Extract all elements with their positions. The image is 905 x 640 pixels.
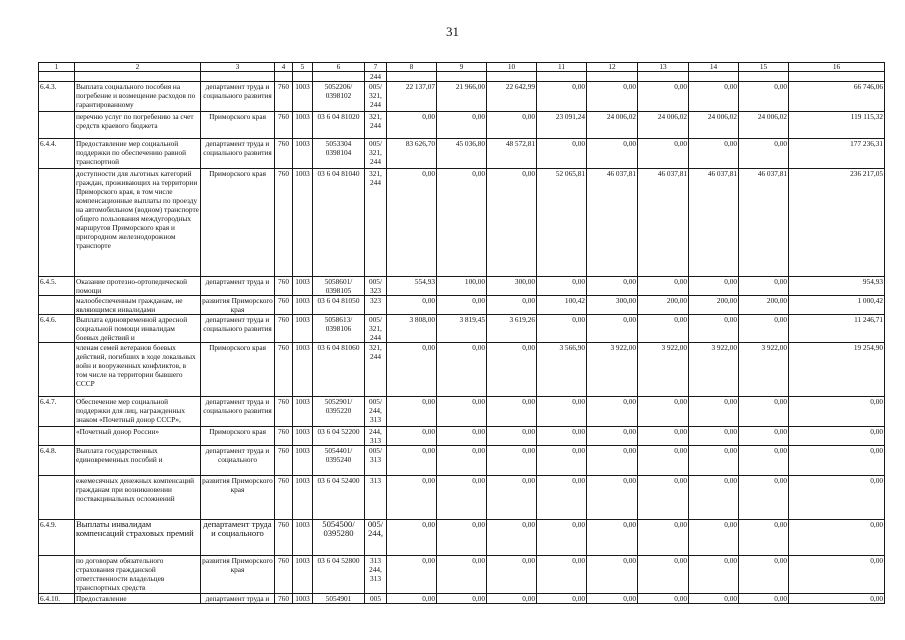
amount-cell: 24 006,02	[638, 112, 689, 139]
amount-cell: 11 246,71	[789, 315, 885, 343]
ministry-code-cell: 760	[275, 315, 293, 343]
amount-cell: 0,00	[739, 277, 789, 296]
target-article-cell: 5054500/ 0395280	[313, 520, 365, 556]
amount-cell: 46 037,81	[739, 169, 789, 277]
amount-cell: 0,00	[739, 476, 789, 520]
expense-type-cell: 321, 244	[365, 343, 387, 397]
table-row	[39, 82, 885, 112]
section-code-cell: 1003	[293, 169, 313, 277]
amount-cell: 0,00	[537, 82, 587, 112]
amount-cell: 0,00	[387, 296, 437, 315]
amount-cell: 0,00	[537, 520, 587, 556]
expense-type-cell: 005/ 321, 244	[365, 139, 387, 169]
amount-cell: 0,00	[689, 139, 739, 169]
column-number-cell: 9	[437, 63, 487, 72]
ministry-code-cell: 760	[275, 277, 293, 296]
amount-cell: 22 642,99	[487, 82, 537, 112]
amount-cell: 0,00	[537, 446, 587, 476]
ministry-code-cell: 760	[275, 556, 293, 594]
amount-cell: 3 819,45	[437, 315, 487, 343]
amount-cell	[537, 72, 587, 82]
target-article-cell: 5054401/ 0395240	[313, 446, 365, 476]
amount-cell: 0,00	[739, 446, 789, 476]
department-cell: развития Приморского края	[201, 476, 275, 520]
department-cell: департамент труда и социального развития	[201, 397, 275, 427]
target-article-cell: 03 6 04 81060	[313, 343, 365, 397]
amount-cell: 0,00	[739, 520, 789, 556]
department-cell	[201, 72, 275, 82]
amount-cell: 0,00	[638, 315, 689, 343]
amount-cell: 0,00	[437, 476, 487, 520]
amount-cell: 0,00	[789, 556, 885, 594]
table-row	[39, 476, 885, 520]
department-cell: Приморского края	[201, 427, 275, 446]
amount-cell: 0,00	[487, 112, 537, 139]
amount-cell: 200,00	[638, 296, 689, 315]
amount-cell: 23 091,24	[537, 112, 587, 139]
ministry-code-cell: 760	[275, 82, 293, 112]
amount-cell: 3 922,00	[689, 343, 739, 397]
table-row	[39, 594, 885, 604]
table-row	[39, 446, 885, 476]
column-number-row	[39, 63, 885, 72]
amount-cell	[789, 72, 885, 82]
target-article-cell: 5052206/ 0398102	[313, 82, 365, 112]
section-code-cell: 1003	[293, 397, 313, 427]
amount-cell: 3 808,00	[387, 315, 437, 343]
amount-cell: 45 036,80	[437, 139, 487, 169]
amount-cell: 0,00	[638, 556, 689, 594]
amount-cell: 0,00	[638, 427, 689, 446]
amount-cell: 0,00	[387, 397, 437, 427]
column-number-cell: 8	[387, 63, 437, 72]
amount-cell: 0,00	[537, 594, 587, 604]
section-code-cell: 1003	[293, 427, 313, 446]
expense-type-cell: 321, 244	[365, 169, 387, 277]
department-cell: департамент труда и социального	[201, 446, 275, 476]
section-code-cell: 1003	[293, 112, 313, 139]
target-article-cell: 03 6 04 81050	[313, 296, 365, 315]
target-article-cell: 03 6 04 81040	[313, 169, 365, 277]
table-row	[39, 397, 885, 427]
section-code-cell: 1003	[293, 277, 313, 296]
item-name-cell: Выплаты инвалидам компенсаций страховых премий	[75, 520, 201, 556]
department-cell: Приморского края	[201, 343, 275, 397]
section-code-cell: 1003	[293, 446, 313, 476]
target-article-cell: 5058601/ 0398105	[313, 277, 365, 296]
amount-cell: 0,00	[537, 476, 587, 520]
column-number-cell: 7	[365, 63, 387, 72]
amount-cell: 0,00	[638, 446, 689, 476]
column-number-cell: 14	[689, 63, 739, 72]
amount-cell: 0,00	[587, 397, 638, 427]
item-name-cell: членам семей ветеранов боевых действий, погибших в ходе локальных войн и вооруженных конфликтов, в том числе на территории бывшего СССР	[75, 343, 201, 397]
column-number-cell: 11	[537, 63, 587, 72]
amount-cell: 0,00	[487, 594, 537, 604]
amount-cell: 0,00	[638, 594, 689, 604]
item-number-cell	[39, 72, 75, 82]
item-name-cell: Оказание протезно-ортопедической помощи	[75, 277, 201, 296]
column-number-cell: 2	[75, 63, 201, 72]
amount-cell: 0,00	[587, 315, 638, 343]
section-code-cell: 1003	[293, 594, 313, 604]
section-code-cell: 1003	[293, 82, 313, 112]
amount-cell: 0,00	[437, 112, 487, 139]
expense-type-cell: 005/ 321, 244	[365, 315, 387, 343]
amount-cell: 0,00	[537, 397, 587, 427]
amount-cell: 0,00	[739, 594, 789, 604]
expense-type-cell: 005/ 323	[365, 277, 387, 296]
amount-cell: 0,00	[789, 397, 885, 427]
amount-cell: 0,00	[689, 427, 739, 446]
expense-type-cell: 244	[365, 72, 387, 82]
budget-table	[38, 62, 885, 604]
amount-cell: 0,00	[437, 594, 487, 604]
expense-type-cell: 005/ 321, 244	[365, 82, 387, 112]
amount-cell: 0,00	[437, 296, 487, 315]
item-number-cell: 6.4.7.	[39, 397, 75, 427]
amount-cell: 46 037,81	[689, 169, 739, 277]
amount-cell: 0,00	[387, 427, 437, 446]
expense-type-cell: 313 244, 313	[365, 556, 387, 594]
item-name-cell: малообеспеченным гражданам, не являющимся инвалидами	[75, 296, 201, 315]
amount-cell: 0,00	[638, 520, 689, 556]
section-code-cell: 1003	[293, 476, 313, 520]
item-name-cell: Выплата социального пособия на погребение и возмещение расходов по гарантированному	[75, 82, 201, 112]
table-row	[39, 556, 885, 594]
item-name-cell: по договорам обязательного страхования гражданской ответственности владельцев транспортных средств	[75, 556, 201, 594]
item-number-cell: 6.4.6.	[39, 315, 75, 343]
department-cell: Приморского края	[201, 112, 275, 139]
amount-cell: 0,00	[789, 594, 885, 604]
amount-cell: 3 566,90	[537, 343, 587, 397]
expense-type-cell: 005	[365, 594, 387, 604]
section-code-cell: 1003	[293, 556, 313, 594]
amount-cell	[437, 72, 487, 82]
amount-cell	[638, 72, 689, 82]
amount-cell: 0,00	[387, 520, 437, 556]
column-number-cell: 6	[313, 63, 365, 72]
amount-cell: 100,42	[537, 296, 587, 315]
section-code-cell	[293, 72, 313, 82]
item-number-cell: 6.4.4.	[39, 139, 75, 169]
amount-cell: 0,00	[537, 315, 587, 343]
page-number: 31	[446, 24, 459, 39]
amount-cell	[739, 72, 789, 82]
amount-cell: 83 626,70	[387, 139, 437, 169]
amount-cell: 0,00	[487, 520, 537, 556]
amount-cell: 0,00	[689, 520, 739, 556]
table-row	[39, 139, 885, 169]
item-name-cell: Обеспечение мер социальной поддержки для лиц, награжденных знаком «Почетный донор СССР»,	[75, 397, 201, 427]
amount-cell: 0,00	[638, 139, 689, 169]
amount-cell: 0,00	[689, 397, 739, 427]
ministry-code-cell: 760	[275, 397, 293, 427]
item-name-cell: Выплата государственных единовременных пособий и	[75, 446, 201, 476]
amount-cell: 0,00	[437, 520, 487, 556]
amount-cell: 0,00	[387, 112, 437, 139]
item-name-cell: Выплата единовременной адресной социальной помощи инвалидам боевых действий и	[75, 315, 201, 343]
amount-cell: 0,00	[789, 446, 885, 476]
column-number-cell: 15	[739, 63, 789, 72]
amount-cell: 0,00	[487, 476, 537, 520]
ministry-code-cell: 760	[275, 427, 293, 446]
amount-cell: 24 006,02	[739, 112, 789, 139]
amount-cell: 0,00	[638, 82, 689, 112]
ministry-code-cell: 760	[275, 296, 293, 315]
amount-cell: 0,00	[587, 427, 638, 446]
amount-cell: 0,00	[739, 556, 789, 594]
amount-cell: 0,00	[487, 397, 537, 427]
department-cell: развития Приморского края	[201, 556, 275, 594]
amount-cell: 0,00	[487, 169, 537, 277]
target-article-cell: 5054901	[313, 594, 365, 604]
amount-cell: 0,00	[739, 82, 789, 112]
column-number-cell: 4	[275, 63, 293, 72]
amount-cell: 119 115,32	[789, 112, 885, 139]
amount-cell: 48 572,81	[487, 139, 537, 169]
amount-cell: 3 922,00	[638, 343, 689, 397]
item-number-cell: 6.4.8.	[39, 446, 75, 476]
amount-cell: 0,00	[387, 594, 437, 604]
amount-cell: 300,00	[587, 296, 638, 315]
amount-cell: 0,00	[739, 397, 789, 427]
amount-cell: 0,00	[437, 446, 487, 476]
amount-cell: 954,93	[789, 277, 885, 296]
section-code-cell: 1003	[293, 296, 313, 315]
amount-cell: 46 037,81	[587, 169, 638, 277]
item-number-cell	[39, 112, 75, 139]
ministry-code-cell: 760	[275, 446, 293, 476]
amount-cell: 0,00	[387, 169, 437, 277]
department-cell: департамент труда и социального	[201, 520, 275, 556]
amount-cell: 0,00	[487, 446, 537, 476]
amount-cell: 19 254,90	[789, 343, 885, 397]
amount-cell: 3 922,00	[739, 343, 789, 397]
amount-cell: 0,00	[638, 476, 689, 520]
table-row	[39, 169, 885, 277]
amount-cell: 0,00	[789, 427, 885, 446]
amount-cell: 0,00	[487, 556, 537, 594]
amount-cell: 0,00	[387, 476, 437, 520]
expense-type-cell: 005/ 313	[365, 446, 387, 476]
item-name-cell: Предоставление	[75, 594, 201, 604]
department-cell: департамент труда и социального развития	[201, 315, 275, 343]
expense-type-cell: 313	[365, 476, 387, 520]
ministry-code-cell: 760	[275, 476, 293, 520]
amount-cell: 0,00	[387, 446, 437, 476]
amount-cell: 0,00	[638, 277, 689, 296]
amount-cell: 0,00	[739, 427, 789, 446]
table-row	[39, 112, 885, 139]
amount-cell: 0,00	[587, 139, 638, 169]
amount-cell: 0,00	[689, 82, 739, 112]
amount-cell: 0,00	[638, 397, 689, 427]
department-cell: Приморского края	[201, 169, 275, 277]
department-cell: развития Приморского края	[202, 296, 273, 314]
column-number-cell: 1	[39, 63, 75, 72]
expense-type-cell: 321, 244	[365, 112, 387, 139]
table-body	[39, 63, 885, 604]
table-row	[39, 520, 885, 556]
target-article-cell	[313, 72, 365, 82]
amount-cell: 200,00	[739, 296, 789, 315]
column-number-cell: 16	[789, 63, 885, 72]
expense-type-cell: 323	[365, 296, 387, 315]
section-code-cell: 1003	[293, 139, 313, 169]
amount-cell: 0,00	[437, 427, 487, 446]
table-row	[39, 343, 885, 397]
amount-cell: 0,00	[689, 315, 739, 343]
amount-cell: 0,00	[437, 169, 487, 277]
amount-cell: 0,00	[487, 427, 537, 446]
target-article-cell: 03 6 04 52800	[313, 556, 365, 594]
table-row	[39, 72, 885, 82]
item-number-cell: 6.4.9.	[39, 520, 75, 556]
target-article-cell: 03 6 04 52400	[313, 476, 365, 520]
column-number-cell: 12	[587, 63, 638, 72]
section-code-cell: 1003	[293, 520, 313, 556]
section-code-cell: 1003	[293, 343, 313, 397]
item-name-cell: перечню услуг по погребению за счет средств краевого бюджета	[75, 112, 201, 139]
amount-cell: 0,00	[689, 594, 739, 604]
amount-cell	[587, 72, 638, 82]
expense-type-cell: 005/ 244, 313	[365, 397, 387, 427]
column-number-cell: 3	[201, 63, 275, 72]
amount-cell: 46 037,81	[638, 169, 689, 277]
table-row	[39, 296, 885, 315]
ministry-code-cell: 760	[275, 594, 293, 604]
amount-cell: 0,00	[587, 277, 638, 296]
item-name-cell: Предоставление мер социальной поддержки по обеспечению равной транспортной	[75, 139, 201, 169]
section-code-cell: 1003	[293, 315, 313, 343]
amount-cell: 22 137,07	[387, 82, 437, 112]
table-row	[39, 315, 885, 343]
target-article-cell: 03 6 04 81020	[313, 112, 365, 139]
amount-cell: 0,00	[739, 315, 789, 343]
amount-cell	[689, 72, 739, 82]
item-number-cell	[39, 476, 75, 520]
item-number-cell	[39, 343, 75, 397]
item-number-cell: 6.4.10.	[39, 594, 75, 604]
amount-cell: 177 236,31	[789, 139, 885, 169]
ministry-code-cell	[275, 72, 293, 82]
amount-cell: 0,00	[587, 520, 638, 556]
amount-cell: 0,00	[689, 476, 739, 520]
ministry-code-cell: 760	[275, 520, 293, 556]
item-number-cell	[39, 427, 75, 446]
item-number-cell	[39, 296, 75, 315]
amount-cell: 0,00	[437, 397, 487, 427]
amount-cell: 0,00	[387, 343, 437, 397]
amount-cell: 66 746,06	[789, 82, 885, 112]
amount-cell: 0,00	[487, 343, 537, 397]
amount-cell: 0,00	[537, 277, 587, 296]
item-number-cell: 6.4.5.	[39, 277, 75, 296]
amount-cell	[487, 72, 537, 82]
amount-cell: 24 006,02	[689, 112, 739, 139]
amount-cell: 0,00	[739, 139, 789, 169]
amount-cell: 0,00	[587, 82, 638, 112]
ministry-code-cell: 760	[275, 169, 293, 277]
column-number-cell: 10	[487, 63, 537, 72]
amount-cell: 0,00	[689, 556, 739, 594]
amount-cell: 0,00	[487, 296, 537, 315]
amount-cell: 0,00	[587, 476, 638, 520]
amount-cell: 0,00	[437, 343, 487, 397]
amount-cell: 0,00	[387, 556, 437, 594]
expense-type-cell: 244, 313	[365, 427, 387, 446]
amount-cell: 24 006,02	[587, 112, 638, 139]
amount-cell: 3 922,00	[587, 343, 638, 397]
department-cell: департамент труда и социального развития	[201, 82, 275, 112]
amount-cell: 0,00	[587, 446, 638, 476]
department-cell: департамент труда и	[201, 277, 275, 296]
table-row	[39, 427, 885, 446]
item-number-cell	[39, 169, 75, 277]
amount-cell	[387, 72, 437, 82]
item-name-cell: «Почетный донор России»	[75, 427, 201, 446]
amount-cell: 0,00	[537, 427, 587, 446]
item-number-cell: 6.4.3.	[39, 82, 75, 112]
amount-cell: 0,00	[789, 476, 885, 520]
amount-cell: 0,00	[587, 556, 638, 594]
column-number-cell: 5	[293, 63, 313, 72]
target-article-cell: 5058613/ 0398106	[313, 315, 365, 343]
amount-cell: 554,93	[387, 277, 437, 296]
target-article-cell: 03 6 04 52200	[313, 427, 365, 446]
amount-cell: 0,00	[587, 594, 638, 604]
table-row	[39, 277, 885, 296]
department-cell: департамент труда и социального развития	[201, 139, 275, 169]
amount-cell: 0,00	[537, 556, 587, 594]
department-cell: департамент труда и	[201, 594, 275, 604]
amount-cell: 21 966,00	[437, 82, 487, 112]
amount-cell: 236 217,05	[789, 169, 885, 277]
amount-cell: 3 619,26	[487, 315, 537, 343]
ministry-code-cell: 760	[275, 112, 293, 139]
target-article-cell: 5052901/ 0395220	[313, 397, 365, 427]
amount-cell: 0,00	[789, 520, 885, 556]
expense-type-cell: 005/ 244,	[365, 520, 387, 556]
item-number-cell	[39, 556, 75, 594]
amount-cell: 0,00	[437, 556, 487, 594]
item-name-cell: ежемесячных денежных компенсаций гражданам при возникновении поствакцинальных осложнений	[75, 476, 201, 520]
amount-cell: 300,00	[487, 277, 537, 296]
amount-cell: 0,00	[537, 139, 587, 169]
item-name-cell	[75, 72, 201, 82]
column-number-cell: 13	[638, 63, 689, 72]
target-article-cell: 5053304 0398104	[313, 139, 365, 169]
amount-cell: 52 065,81	[537, 169, 587, 277]
amount-cell: 0,00	[689, 446, 739, 476]
amount-cell: 0,00	[689, 277, 739, 296]
item-name-cell: доступности для льготных категорий граждан, проживающих на территории Приморского края, в том числе компенсационные выплаты по проезду на автомобильном (водном) транспорте общего пользования междугородных маршрутов Приморского края и пригородном железнодорожном транспорте	[75, 169, 201, 277]
amount-cell: 1 000,42	[789, 296, 885, 315]
amount-cell: 200,00	[689, 296, 739, 315]
amount-cell: 100,00	[437, 277, 487, 296]
ministry-code-cell: 760	[275, 139, 293, 169]
ministry-code-cell: 760	[275, 343, 293, 397]
